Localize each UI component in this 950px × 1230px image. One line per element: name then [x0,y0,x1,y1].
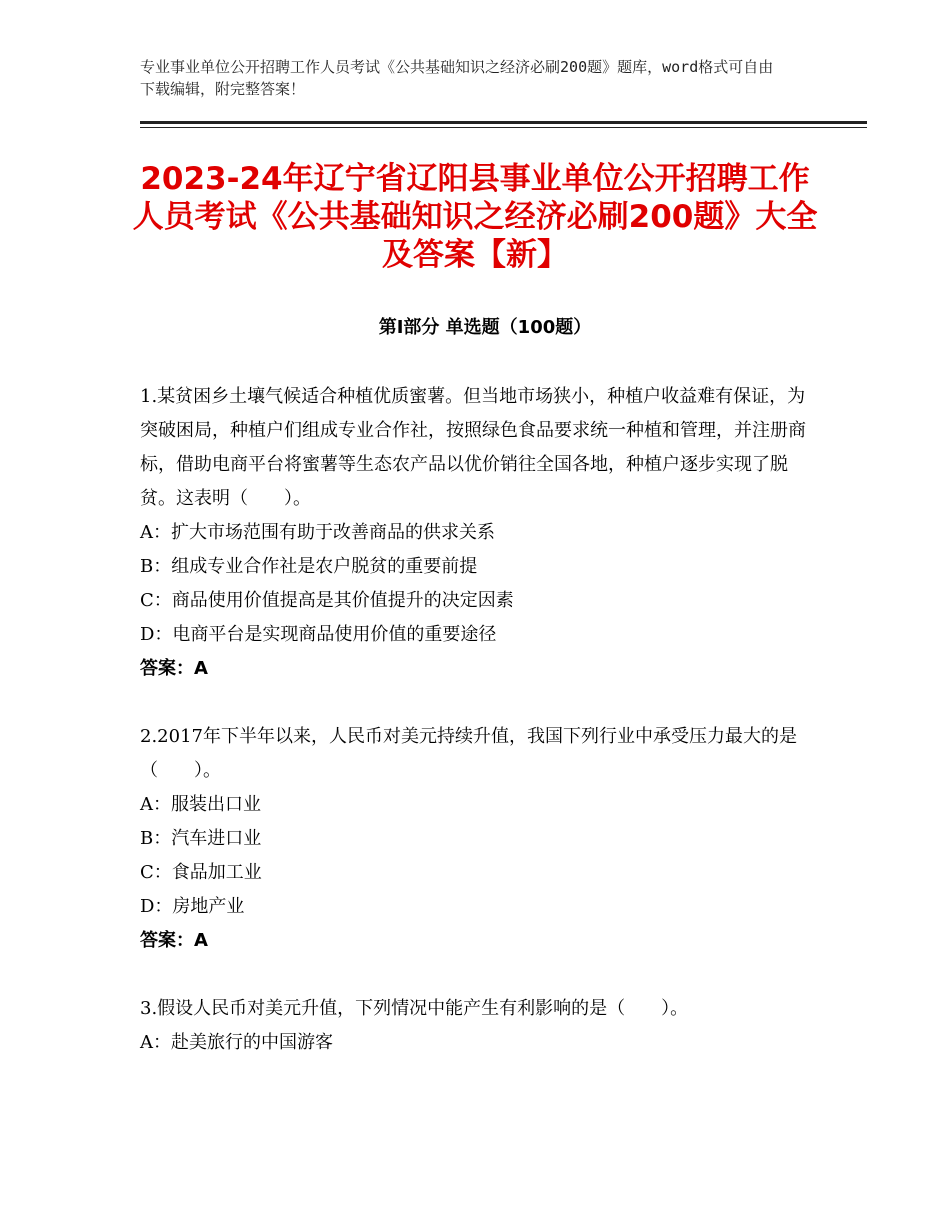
option-c: C：商品使用价值提高是其价值提升的决定因素 [140,590,514,611]
answer-line: 答案：A [140,930,208,951]
question-1 [140,380,820,686]
question-list [140,380,820,1094]
option-c: C：食品加工业 [140,862,262,883]
option-d: D：房地产业 [140,896,245,917]
option-a: A：赴美旅行的中国游客 [140,1032,333,1053]
header-note: 专业事业单位公开招聘工作人员考试《公共基础知识之经济必刷200题》题库，word格式可自由下载编辑，附完整答案！ [140,58,774,98]
answer-line: 答案：A [140,658,208,679]
header-divider-thin [140,127,867,128]
option-b: B：组成专业合作社是农户脱贫的重要前提 [140,556,478,577]
option-a: A：扩大市场范围有助于改善商品的供求关系 [140,522,495,543]
question-stem: 2.2017年下半年以来，人民币对美元持续升值，我国下列行业中承受压力最大的是（ ）。 [140,726,797,781]
section-title: 第Ⅰ部分 单选题（100题） [378,317,592,338]
question-3 [140,992,820,1060]
option-a: A：服装出口业 [140,794,261,815]
option-d: D：电商平台是实现商品使用价值的重要途径 [140,624,497,645]
document-title: 2023-24年辽宁省辽阳县事业单位公开招聘工作人员考试《公共基础知识之经济必刷200题》大全及答案【新】 [132,161,818,273]
question-2 [140,720,820,958]
header-divider-thick [140,121,867,124]
question-stem: 3.假设人民币对美元升值，下列情况中能产生有利影响的是（ ）。 [140,998,689,1019]
question-stem: 1.某贫困乡土壤气候适合种植优质蜜薯。但当地市场狭小，种植户收益难有保证，为突破困局，种植户们组成专业合作社，按照绿色食品要求统一种植和管理，并注册商标，借助电商平台将蜜薯等生态农产品以优价销往全国各地，种植户逐步实现了脱贫。这表明（ ）。 [140,386,806,509]
option-b: B：汽车进口业 [140,828,262,849]
